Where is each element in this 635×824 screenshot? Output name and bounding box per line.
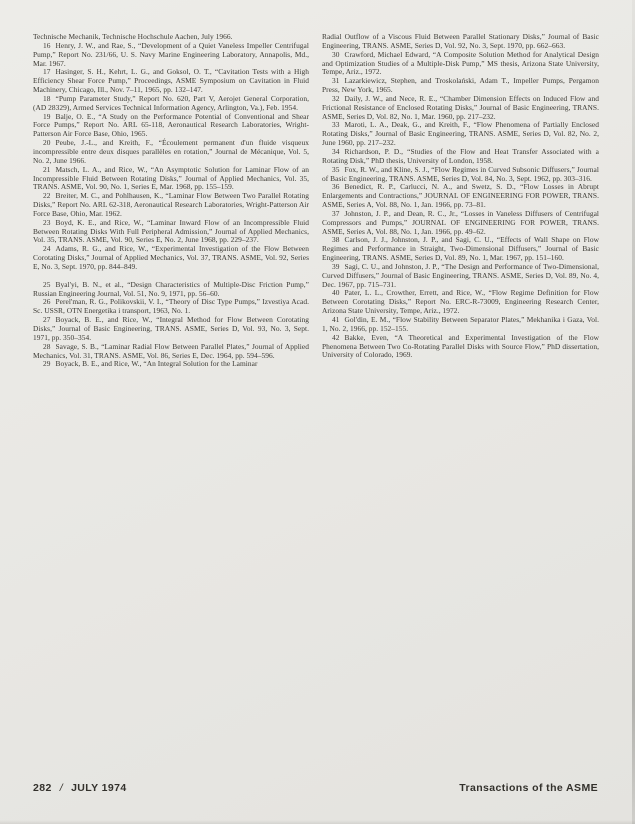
- reference-text: Benedict, R. P., Carlucci, N. A., and Swetz, S. D., “Flow Losses in Abrupt Enlargements and Contractions,” JOURNAL OF ENGINEERING FOR POWER, TRANS. ASME, Series A, Vol. 88, No. 1, Jan. 1966, pp. 73–81.: [322, 182, 599, 210]
- reference-entry: [33, 113, 309, 140]
- reference-number: 36: [332, 182, 340, 192]
- reference-number: 41: [332, 315, 340, 324]
- footer: [33, 782, 598, 794]
- reference-text: Henry, J. W., and Rae, S., “Development of a Quiet Vaneless Impeller Centrifugal Pump,” Report No. 231/66, U. S. Navy Marine Engineering Laboratory, Annapolis, Md., Mar. 1967.: [33, 40, 309, 68]
- reference-entry: [33, 219, 309, 246]
- reference-number: 38: [332, 235, 340, 245]
- reference-entry: [33, 68, 309, 95]
- reference-number: 30: [332, 49, 340, 59]
- reference-number: 28: [43, 341, 51, 351]
- reference-text: Maroti, L. A., Deak, G., and Kreith, F., “Flow Phenomena of Partially Enclosed Rotating Disks,” Journal of Basic Engineering, TRANS. ASME, Series D, Vol. 82, No. 2, June 1960, pp. 217–232.: [322, 120, 599, 148]
- reference-entry: [33, 298, 309, 316]
- page-number: 282: [33, 782, 52, 794]
- reference-number: 20: [43, 138, 51, 148]
- reference-entry: [33, 166, 309, 193]
- reference-entry: [33, 95, 309, 113]
- reference-entry: [33, 245, 309, 272]
- reference-text: Byal'yi, B. N., et al., “Design Characteristics of Multiple-Disc Friction Pump,” Russian Engineering Journal, Vol. 51, No. 9, 1971, pp. 56–60.: [33, 279, 309, 298]
- reference-continuation: Technische Mechanik, Technische Hochschule Aachen, July 1966.: [33, 32, 233, 41]
- footer-separator: /: [59, 782, 64, 794]
- reference-text: Adams, R. G., and Rice, W., “Experimental Investigation of the Flow Between Corotating Disks,” Journal of Applied Mechanics, Vol. 37, TRANS. ASME, Vol. 92, Series E, No. 3, Sept. 1970, pp. 844–849.: [33, 244, 309, 271]
- reference-text: Sagi, C. U., and Johnston, J. P., “The Design and Performance of Two-Dimensional, Curved Diffusers,” Journal of Basic Engineering, TRANS. ASME, Series D, Vol. 89, No. 4, Dec. 1967, pp. 715–731.: [322, 261, 599, 289]
- reference-text: Breiter, M. C., and Pohlhausen, K., “Laminar Flow Between Two Parallel Rotating Disks,” Report No. ARL 62-318, Aeronautical Research Laboratories, Wright-Patterson Air Force Base, Ohio, Mar. 1962.: [33, 191, 309, 218]
- reference-entry: [322, 166, 599, 184]
- reference-text: Daily, J. W., and Nece, R. E., “Chamber Dimension Effects on Induced Flow and Frictional Resistance of Enclosed Rotating Disks,” Journal of Basic Engineering, TRANS. ASME, Series D, Vol. 82, No. 1, Mar. 1960, pp. 217–232.: [322, 93, 599, 121]
- page-bottom-shadow: [0, 820, 635, 824]
- reference-number: 26: [43, 297, 51, 307]
- reference-entry: [322, 289, 599, 316]
- reference-number: 40: [332, 288, 340, 298]
- reference-number: 33: [332, 120, 340, 130]
- reference-text: Crawford, Michael Edward, “A Composite Solution Method for Analytical Design and Optimization Studies of a Multiple-Disk Pump,” MS thesis, Arizona State University, Tempe, Ariz., 1972.: [322, 49, 599, 77]
- reference-entry: [322, 183, 599, 210]
- reference-entry: [322, 316, 599, 334]
- reference-entry: [322, 263, 599, 290]
- reference-text: Boyd, K. E., and Rice, W., “Laminar Inward Flow of an Incompressible Fluid Between Rotating Disks With Full Peripheral Admission,” Journal of Applied Mechanics, Vol. 35, TRANS. ASME, Vol. 90, Series E, No. 2, June 1968, pp. 229–237.: [33, 217, 309, 245]
- reference-text: Hasinger, S. H., Kehrt, L. G., and Goksol, O. T., “Cavitation Tests with a High Efficiency Shear Force Pump,” Proceedings, ASME Symposium on Cavitation in Fluid Machinery, Chicago, Ill., Nov. 7–11, 1965, pp. 132–147.: [33, 67, 309, 95]
- footer-left: [33, 782, 127, 794]
- reference-entry: [322, 236, 599, 263]
- reference-entry: [322, 121, 599, 148]
- reference-entry: [322, 210, 599, 237]
- reference-number: 21: [43, 164, 51, 174]
- reference-number: 32: [332, 93, 340, 103]
- reference-text: Gol'din, E. M., “Flow Stability Between Separator Plates,” Mekhanika i Gaza, Vol. 1, No. 2, 1966, pp. 152–155.: [322, 315, 599, 333]
- reference-number: 25: [43, 279, 51, 289]
- reference-text: Lazarkiewicz, Stephen, and Troskolański, Adam T., Impeller Pumps, Pergamon Press, New York, 1965.: [322, 76, 599, 95]
- reference-text: Pater, L. L., Crowther, Errett, and Rice, W., “Flow Regime Definition for Flow Between Corotating Disks,” Report No. ERC-R-73009, Engineering Research Center, Arizona State University, Tempe, Ariz., 1972.: [322, 288, 599, 316]
- reference-number: 18: [43, 93, 51, 103]
- reference-entry: [33, 281, 309, 299]
- reference-entry: [322, 51, 599, 78]
- reference-number: 16: [43, 40, 51, 50]
- references-column-right: [322, 33, 599, 360]
- reference-entry: [322, 77, 599, 95]
- reference-entry: [33, 360, 309, 369]
- reference-entry: [33, 316, 309, 343]
- reference-entry: [33, 343, 309, 361]
- reference-entry: [322, 148, 599, 166]
- reference-entry: [33, 192, 309, 219]
- reference-number: 35: [332, 164, 340, 174]
- reference-number: 37: [332, 208, 340, 218]
- reference-number: 31: [332, 76, 340, 86]
- reference-number: 23: [43, 217, 51, 227]
- journal-title: Transactions of the ASME: [459, 782, 598, 794]
- references-column-left: [33, 33, 309, 369]
- reference-number: 29: [43, 359, 51, 369]
- reference-text: Boyack, B. E., and Rice, W., “Integral Method for Flow Between Corotating Disks,” Journal of Basic Engineering, TRANS. ASME, Series D, Vol. 93, No. 3, Sept. 1971, pp. 350–354.: [33, 315, 309, 342]
- reference-text: Boyack, B. E., and Rice, W., “An Integral Solution for the Laminar: [55, 359, 258, 369]
- reference-number: 42: [332, 332, 340, 342]
- reference-text: Carlson, J. J., Johnston, J. P., and Sagi, C. U., “Effects of Wall Shape on Flow Regimes and Performance in Straight, Two-Dimensional Diffusers,” Journal of Basic Engineering, TRANS. ASME, Series D, Vol. 89, No. 1, Mar. 1967, pp. 151–160.: [322, 235, 599, 263]
- reference-entry: [33, 139, 309, 166]
- reference-number: 17: [43, 67, 51, 77]
- issue-date: JULY 1974: [71, 782, 127, 794]
- reference-text: Bakke, Even, “A Theoretical and Experimental Investigation of the Flow Phenomena Between Two Co-Rotating Parallel Disks with Source Flow,” PhD dissertation, University of Colorado, 1969.: [322, 332, 599, 360]
- reference-number: 39: [332, 261, 340, 271]
- reference-number: 22: [43, 191, 51, 201]
- reference-text: Richardson, P. D., “Studies of the Flow and Heat Transfer Associated with a Rotating Disk,” PhD thesis, University of London, 1958.: [322, 146, 599, 165]
- reference-number: 24: [43, 244, 51, 254]
- reference-text: Balje, O. E., “A Study on the Performance Potential of Conventional and Shear Force Pumps,” Report No. ARL 65-118, Aeronautical Research Laboratories, Wright-Patterson Air Force Base, Ohio, 1965.: [33, 111, 309, 139]
- reference-text: Fox, R. W., and Kline, S. J., “Flow Regimes in Curved Subsonic Diffusers,” Journal of Basic Engineering, TRANS. ASME, Series D, Vol. 84, No. 3, Sept. 1962, pp. 303–316.: [322, 164, 599, 183]
- reference-text: Matsch, L. A., and Rice, W., “An Asymptotic Solution for Laminar Flow of an Incompressible Fluid Between Rotating Disks,” Journal of Applied Mechanics, Vol. 35, TRANS. ASME, Vol. 90, No. 1, Series E, Mar. 1968, pp. 155–159.: [33, 164, 309, 192]
- reference-number: 27: [43, 315, 51, 325]
- reference-entry: [322, 95, 599, 122]
- reference-text: “Pump Parameter Study,” Report No. 620, Part V, Aerojet General Corporation, (AD 28329), Armed Services Technical Information Agency, Arlington, Va.), Feb. 1954.: [33, 93, 309, 112]
- reference-continuation: Radial Outflow of a Viscous Fluid Between Parallel Stationary Disks,” Journal of Basic Engineering, TRANS. ASME, Series D, Vol. 92, No. 3, Sept. 1970, pp. 662–663.: [322, 32, 599, 50]
- reference-entry: [33, 42, 309, 69]
- reference-entry: [322, 334, 599, 361]
- reference-text: Savage, S. B., “Laminar Radial Flow Between Parallel Plates,” Journal of Applied Mechanics, Vol. 31, TRANS. ASME, Vol. 86, Series E, Dec. 1964, pp. 594–596.: [33, 341, 309, 360]
- reference-number: 19: [43, 111, 51, 121]
- reference-text: Peube, J.-L., and Kreith, F., “Écoulement permanent d'un fluide visqueux incompressible entre deux disques parallèles en rotation,” Journal de Mécanique, Vol. 5, No. 2, June 1966.: [33, 138, 309, 165]
- reference-text: Perel'man, R. G., Polikovskii, V. I., “Theory of Disc Type Pumps,” Izvestiya Acad. Sc. USSR, OTN Energetika i transport, 1963, No. 1.: [33, 297, 309, 316]
- reference-text: Johnston, J. P., and Dean, R. C., Jr., “Losses in Vaneless Diffusers of Centrifugal Compressors and Pumps,” JOURNAL OF ENGINEERING FOR POWER, TRANS. ASME, Series A, Vol. 88, No. 1, Jan. 1966, pp. 49–62.: [322, 208, 599, 236]
- reference-number: 34: [332, 146, 340, 156]
